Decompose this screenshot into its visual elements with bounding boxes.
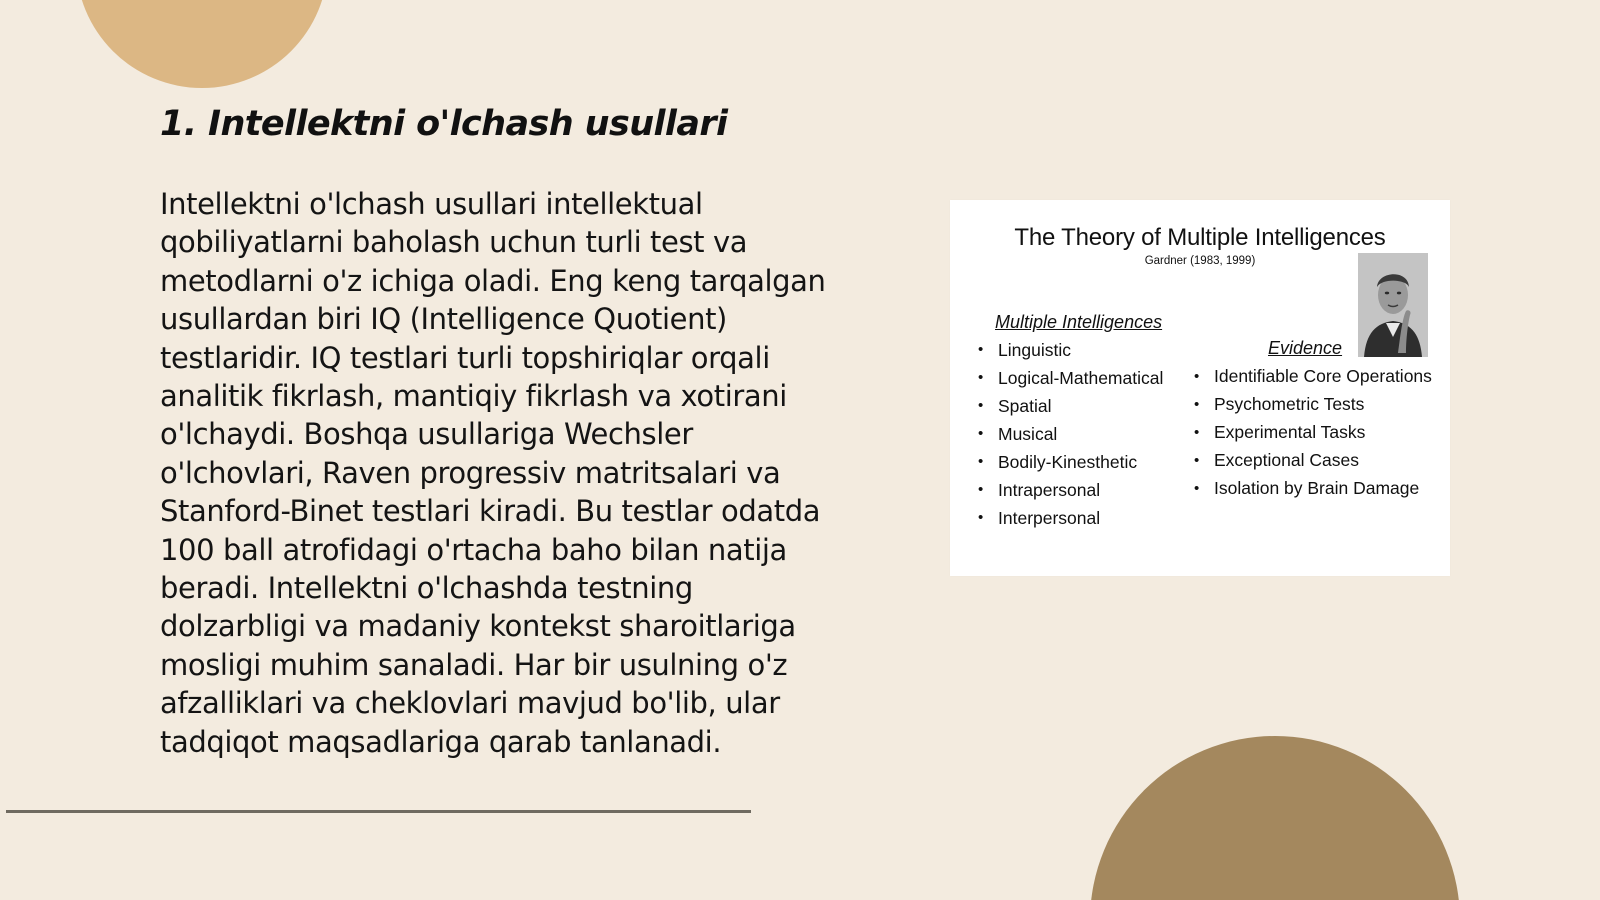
evidence-item: • Isolation by Brain Damage <box>1194 477 1434 500</box>
divider-line <box>6 810 751 813</box>
evidence-item: • Identifiable Core Operations <box>1194 365 1434 388</box>
evidence-item: • Experimental Tasks <box>1194 421 1434 444</box>
evidence-item: • Exceptional Cases <box>1194 449 1434 472</box>
decorative-circle-bottom <box>1090 736 1460 900</box>
intelligences-list <box>978 340 1208 536</box>
slide-title: 1. Intellektni o'lchash usullari <box>160 104 728 144</box>
figure-subtitle: Gardner (1983, 1999) <box>1144 255 1256 267</box>
evidence-item: • Psychometric Tests <box>1194 393 1434 416</box>
evidence-list <box>1194 365 1434 505</box>
portrait-photo <box>1358 253 1428 357</box>
intelligence-item: • Spatial <box>978 396 1208 424</box>
intelligence-item: • Linguistic <box>978 340 1208 368</box>
evidence-heading: Evidence <box>1268 338 1343 358</box>
person-portrait-icon <box>1358 253 1428 357</box>
intelligence-item: • Interpersonal <box>978 508 1208 536</box>
intelligence-item: • Logical-Mathematical <box>978 368 1208 396</box>
slide-body-text: Intellektni o'lchash usullari intellektual qobiliyatlarni baholash uchun turli test va metodlarni o'z ichiga oladi. Eng keng tarqalgan usullardan biri IQ (Intelligence Quotient) testlaridir. IQ testlari turli topshiriqlar orqali analitik fikrlash, mantiqiy fikrlash va xotirani o'lchaydi. Boshqa usullariga Wechsler o'lchovlari, Raven progressiv matritsalari va Stanford-Binet testlari kiradi. Bu testlar odatda 100 ball atrofidagi o'rtacha baho bilan natija beradi. Intellektni o'lchashda testning dolzarbligi va madaniy kontekst sharoitlariga mosligi muhim sanaladi. Har bir usulning o'z afzalliklari va cheklovlari mavjud bo'lib, ular tadqiqot maqsadlariga qarab tanlanadi. <box>160 187 826 759</box>
decorative-circle-top <box>76 0 328 88</box>
multiple-intelligences-figure <box>950 200 1450 576</box>
multiple-intelligences-heading: Multiple Intelligences <box>995 312 1163 332</box>
intelligence-item: • Intrapersonal <box>978 480 1208 508</box>
intelligence-item: • Musical <box>978 424 1208 452</box>
figure-title: The Theory of Multiple Intelligences <box>1014 224 1386 251</box>
intelligence-item: • Bodily-Kinesthetic <box>978 452 1208 480</box>
